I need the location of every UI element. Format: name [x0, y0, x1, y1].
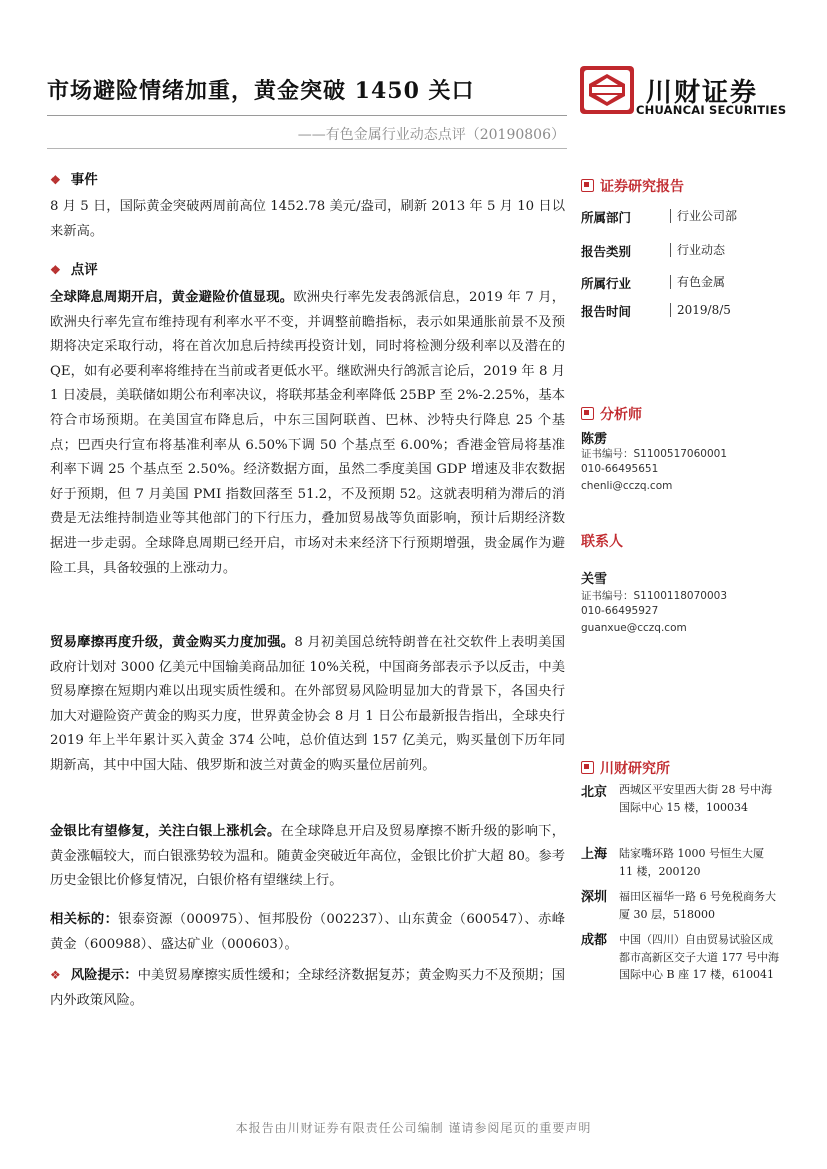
comment-heading: ❖ 点评 — [50, 262, 98, 278]
paragraph-rate-cut: 全球降息周期开启，黄金避险价值显现。欧洲央行率先发表鸽派信息，2019 年 7 月，欧洲央行率先宣布维持现有利率水平不变，并调整前瞻指标，表示如果通胀前景不及预期将决定采取行动，将在首次加息后持续再投资计划，同时将检测分级利率以及潜在的 QE，如有必要利率将维持在当前或者更低水平。继欧洲央行鸽派言论后，2019 年 8 月 1 日凌晨，美联储如期公布利率决议，将联邦基金利率降低 25BP 至 2%-2.25%，基本符合市场预期。在美国宣布降息后，中东三国阿联酋、巴林、沙特央行降息 25 个基点；巴西央行宣布将基准利率从 6.50%下调 50 个基点至 6.00%；香港金管局将基准利率下调 25 个基点至 2.50%。经济数据方面，虽然二季度美国 GDP 增速及非农数据好于预期，但 7 月美国 PMI 指数回落至 51.2，不及预期 52。这就表明稍为滞后的消费是无法维持制造业等其他部门的下行压力，叠加贸易战等负面影响，预计后期经济数据进一步走弱。全球降息周期已经开启，市场对未来经济下行预期增强，贵金属作为避险工具，具备较强的上涨动力。 — [50, 290, 566, 576]
paragraph-risk: ❖ 风险提示：中美贸易摩擦实质性缓和；全球经济数据复苏；黄金购买力不及预期；国内外政策风险。 — [50, 968, 566, 1008]
analyst-cert: 证书编号：S1100517060001 — [581, 448, 728, 460]
analyst-email[interactable]: chenli@cczq.com — [581, 480, 673, 492]
page-title: 市场避险情绪加重，黄金突破 1450 关口 — [47, 78, 475, 104]
footer-disclaimer: 本报告由川财证券有限责任公司编制 谨请参阅尾页的重要声明 — [235, 1121, 592, 1135]
paragraph-trade-friction: 贸易摩擦再度升级，黄金购买力度加强。8 月初美国总统特朗普在社交软件上表明美国政府计划对 3000 亿美元中国输美商品加征 10%关税，中国商务部表示予以反击，中美贸易摩擦在短期内难以出现实质性缓和。在外部贸易风险明显加大的背景下，各国央行加大对避险资产黄金的购买力度，世界黄金协会 8 月 1 日公布最新报告指出，全球央行 2019 年上半年累计买入黄金 374 公吨，总价值达到 157 亿美元，购买量创下历年同期新高，其中中国大陆、俄罗斯和波兰对黄金的购买量位居前列。 — [50, 635, 566, 773]
analyst-heading: 分析师 — [581, 404, 642, 424]
square-bullet-icon — [581, 761, 594, 774]
office-address-beijing: 西城区平安里西大街 28 号中海国际中心 15 楼，100034 — [619, 783, 772, 814]
diamond-bullet-icon: ❖ — [50, 173, 61, 187]
office-address-chengdu: 中国（四川）自由贸易试验区成都市高新区交子大道 177 号中海国际中心 B 座 17 楼，610041 — [619, 933, 779, 981]
contact-phone: 010-66495927 — [581, 605, 659, 617]
page-subtitle: ——有色金属行业动态点评（20190806） — [297, 127, 565, 143]
info-value-date: 2019/8/5 — [670, 303, 731, 317]
office-city-chengdu: 成都 — [581, 933, 608, 948]
info-label-department: 所属部门 — [581, 210, 632, 225]
info-value-industry: 有色金属 — [670, 275, 725, 289]
square-bullet-icon — [581, 179, 594, 192]
contact-cert: 证书编号：S1100118070003 — [581, 590, 728, 602]
brand-name-en: CHUANCAI SECURITIES — [636, 103, 787, 117]
report-heading: 证券研究报告 — [581, 176, 684, 196]
contact-name: 关雪 — [581, 572, 608, 587]
office-city-beijing: 北京 — [581, 785, 608, 800]
paragraph-related-stocks: 相关标的：银泰资源（000975）、恒邦股份（002237）、山东黄金（600547）、赤峰黄金（600988）、盛达矿业（000603）。 — [50, 912, 566, 952]
info-label-category: 报告类别 — [581, 244, 632, 259]
brand-name-cn: 川财证券 — [646, 78, 759, 108]
brand-logo-icon — [580, 66, 634, 114]
office-address-shenzhen: 福田区福华一路 6 号免税商务大厦 30 层，518000 — [619, 890, 776, 921]
header-rule-bottom — [47, 148, 567, 149]
info-value-category: 行业动态 — [670, 243, 725, 257]
info-label-industry: 所属行业 — [581, 276, 632, 291]
analyst-phone: 010-66495651 — [581, 463, 659, 475]
info-label-date: 报告时间 — [581, 304, 632, 319]
event-heading: ❖ 事件 — [50, 172, 98, 188]
paragraph-gold-silver: 金银比有望修复，关注白银上涨机会。在全球降息开启及贸易摩擦不断升级的影响下，黄金涨幅较大，而白银涨势较为温和。随黄金突破近年高位，金银比价扩大超 80。参考历史金银比价修复情况，白银价格有望继续上行。 — [50, 824, 566, 889]
office-address-shanghai: 陆家嘴环路 1000 号恒生大厦 11 楼，200120 — [619, 847, 764, 878]
office-city-shenzhen: 深圳 — [581, 890, 608, 905]
contact-heading: 联系人 — [581, 534, 623, 550]
institute-heading: 川财研究所 — [581, 758, 670, 778]
analyst-name: 陈雳 — [581, 432, 608, 447]
info-value-department: 行业公司部 — [670, 209, 737, 223]
header-rule — [47, 115, 567, 116]
office-city-shanghai: 上海 — [581, 847, 608, 862]
diamond-bullet-icon: ❖ — [50, 968, 61, 982]
square-bullet-icon — [581, 407, 594, 420]
diamond-bullet-icon: ❖ — [50, 263, 61, 277]
contact-email[interactable]: guanxue@cczq.com — [581, 622, 687, 634]
event-paragraph: 8 月 5 日，国际黄金突破两周前高位 1452.78 美元/盎司，刷新 2013 年 5 月 10 日以来新高。 — [50, 199, 565, 239]
